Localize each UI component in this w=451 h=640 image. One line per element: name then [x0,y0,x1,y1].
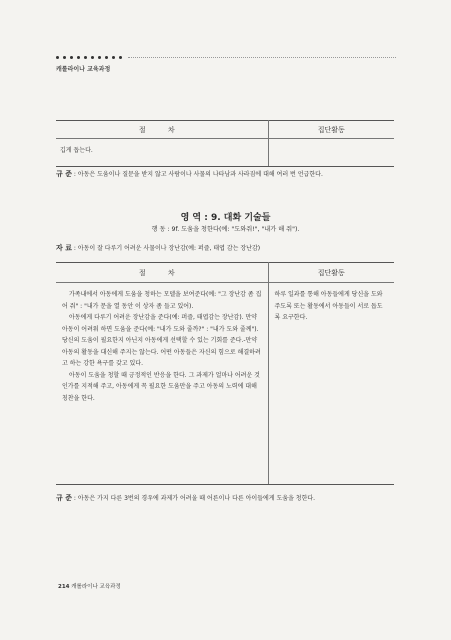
material-label: 자 료 [56,244,72,252]
procedure-table-1 [56,120,394,167]
header-dots [56,56,122,59]
page-number: 214 [58,584,70,590]
table2-cell-group [268,283,394,485]
criterion-note-1: 규 준 : 아동은 도움이나 질문을 받지 않고 사람이나 사물의 나타남과 사라짐에 대해 여러 번 언급한다. [56,170,323,178]
criterion-label: 규 준 [56,494,72,502]
table2-col-procedure: 절 차 [56,263,268,283]
criterion-note-2: 규 준 : 아동은 가지 다른 3번의 경우에 과제가 어려울 때 어른이나 다른 아이들에게 도움을 청한다. [56,494,316,502]
procedure-paragraph: 가족내에서 아동에게 도움을 청하는 모델을 보여준다(예: "그 장난감 좀 집어 줘" : "내가 문을 열 동안 이 상자 좀 들고 있어). [62,291,262,310]
header-title: 캐롤라이나 교육과정 [56,66,111,73]
table1-cell-group [268,139,394,167]
behavior-line: 행 동 : 9f. 도움을 청한다(예: "도와줘!", "내가 해 줘"). [151,226,300,233]
procedure-paragraph: 아동이 도움을 청할 때 긍정적인 반응을 한다. 그 과제가 얼마나 어려운 것인가를 지적해 주고, 아동에게 꼭 필요한 도움만을 주고 아동의 노력에 대해 칭찬을 한다. [62,371,260,402]
material-line: 자 료 : 아동이 잘 다루기 어려운 사물이나 장난감(예: 퍼즐, 태엽 감는 장난감) [56,244,261,252]
material-text: 아동이 잘 다루기 어려운 사물이나 장난감(예: 퍼즐, 태엽 감는 장난감) [77,245,261,252]
procedure-paragraph: 아동에게 다루기 어려운 장난감을 준다(예: 퍼즐, 태엽감는 장난감). 만약 아동이 어려워 하면 도움을 준다(예: "내가 도와 줄까?" : "내가 도와 줄께"). 당신의 도움이 필요한지 아닌지 아동에게 선택할 수 있는 기회를 준다.-만약 아동의 활동을 대신해 주지는 않는다. 어떤 아동들은 자신의 힘으로 해결하려고 하는 강한 욕구를 갖고 있다. [62,314,261,367]
table2-col-group: 집단활동 [268,263,394,283]
criterion-text: 아동은 도움이나 질문을 받지 않고 사람이나 사물의 나타남과 사라짐에 대해 여러 번 언급한다. [77,171,323,178]
criterion-label: 규 준 [56,170,72,178]
area-title: 영 역 : 9. 대화 기술들 [180,213,271,223]
footer-title: 캐롤라이나 교육과정 [71,584,121,590]
table1-cell-procedure: 깁게 돕는다. [56,139,268,167]
procedure-table-2 [56,262,394,485]
header-rule [128,57,396,58]
table1-col-group: 집단활동 [268,121,394,139]
page-footer [58,582,121,590]
table1-col-procedure: 절 차 [56,121,268,139]
group-paragraph: 하루 일과를 통해 아동들에게 당신을 도와 주도록 또는 활동에서 아동들이 서로 돕도록 요구한다. [274,291,383,321]
criterion-text: 아동은 가지 다른 3번의 경우에 과제가 어려울 때 어른이나 다른 아이들에게 도움을 청한다. [77,495,316,502]
table2-cell-procedure [56,283,268,485]
